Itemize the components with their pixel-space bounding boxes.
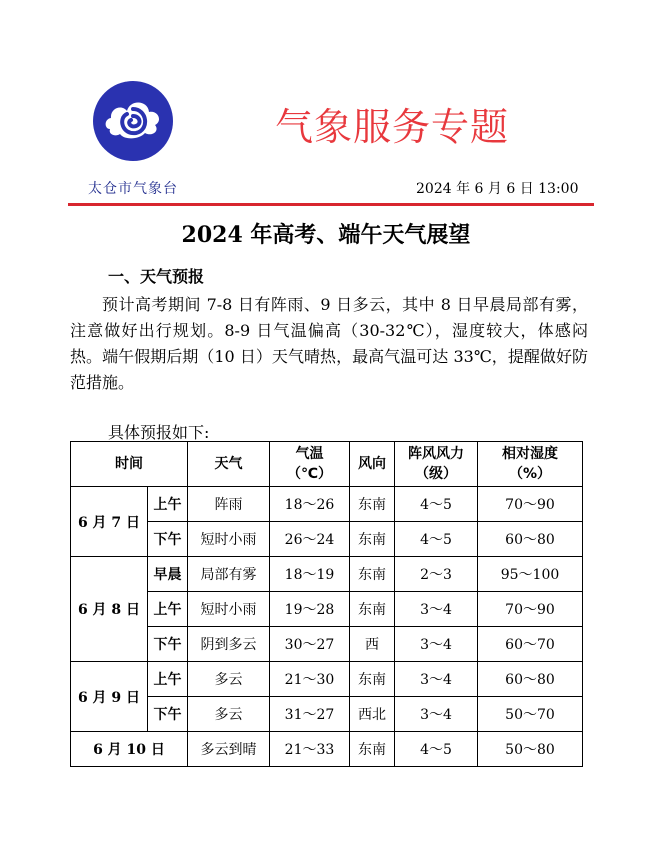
header-rule [68, 203, 594, 206]
temp-cell: 18～26 [270, 487, 350, 522]
period-cell: 上午 [148, 662, 188, 697]
humidity-cell: 50～80 [478, 732, 583, 767]
wind-dir-cell: 东南 [350, 662, 395, 697]
date-cell: 6 月 10 日 [71, 732, 188, 767]
weather-cell: 短时小雨 [188, 522, 270, 557]
date-cell: 6 月 8 日 [71, 557, 148, 662]
table-lead: 具体预报如下: [108, 423, 210, 442]
table-row [71, 522, 583, 557]
wind-force-cell: 3～4 [395, 627, 478, 662]
wind-force-cell: 3～4 [395, 662, 478, 697]
wind-dir-cell: 东南 [350, 557, 395, 592]
wind-force-cell: 4～5 [395, 522, 478, 557]
document-title: 2024 年高考、端午天气展望 [181, 222, 471, 248]
forecast-table [70, 441, 583, 767]
period-cell: 下午 [148, 522, 188, 557]
date-cell: 6 月 9 日 [71, 662, 148, 732]
weather-cell: 阴到多云 [188, 627, 270, 662]
humidity-cell: 50～70 [478, 697, 583, 732]
wind-dir-cell: 西北 [350, 697, 395, 732]
header-temp: 气温 （℃） [270, 442, 350, 487]
header-humidity: 相对湿度 （%） [478, 442, 583, 487]
table-row [71, 697, 583, 732]
temp-cell: 26～24 [270, 522, 350, 557]
temp-cell: 31～27 [270, 697, 350, 732]
table-row [71, 487, 583, 522]
humidity-cell: 60～70 [478, 627, 583, 662]
wind-dir-cell: 东南 [350, 487, 395, 522]
header-weather: 天气 [188, 442, 270, 487]
humidity-cell: 70～90 [478, 592, 583, 627]
wind-force-cell: 2～3 [395, 557, 478, 592]
date-cell: 6 月 7 日 [71, 487, 148, 557]
table-header-row [71, 442, 583, 487]
period-cell: 下午 [148, 697, 188, 732]
period-cell: 上午 [148, 592, 188, 627]
temp-cell: 21～30 [270, 662, 350, 697]
weather-cell: 多云 [188, 697, 270, 732]
weather-cell: 多云到晴 [188, 732, 270, 767]
wind-force-cell: 4～5 [395, 732, 478, 767]
period-cell: 下午 [148, 627, 188, 662]
service-title: 气象服务专题 [275, 105, 510, 149]
wind-force-cell: 4～5 [395, 487, 478, 522]
table-row [71, 662, 583, 697]
table-row [71, 592, 583, 627]
temp-cell: 18～19 [270, 557, 350, 592]
wind-dir-cell: 东南 [350, 592, 395, 627]
header-wind-dir: 风向 [350, 442, 395, 487]
issue-datetime: 2024 年 6 月 6 日 13:00 [416, 181, 579, 197]
weather-cell: 短时小雨 [188, 592, 270, 627]
weather-cell: 多云 [188, 662, 270, 697]
weather-cell: 阵雨 [188, 487, 270, 522]
humidity-cell: 60～80 [478, 662, 583, 697]
wind-force-cell: 3～4 [395, 592, 478, 627]
temp-cell: 19～28 [270, 592, 350, 627]
period-cell: 早晨 [148, 557, 188, 592]
humidity-cell: 60～80 [478, 522, 583, 557]
humidity-cell: 95～100 [478, 557, 583, 592]
table-row [71, 557, 583, 592]
wind-dir-cell: 东南 [350, 732, 395, 767]
humidity-cell: 70～90 [478, 487, 583, 522]
weather-cell: 局部有雾 [188, 557, 270, 592]
issuing-org: 太仓市气象台 [88, 181, 178, 197]
wind-force-cell: 3～4 [395, 697, 478, 732]
wind-dir-cell: 东南 [350, 522, 395, 557]
temp-cell: 21～33 [270, 732, 350, 767]
cma-cloud-logo-icon [92, 80, 174, 162]
temp-cell: 30～27 [270, 627, 350, 662]
table-row [71, 627, 583, 662]
period-cell: 上午 [148, 487, 188, 522]
section-heading: 一、天气预报 [108, 267, 205, 286]
forecast-paragraph: 预计高考期间 7-8 日有阵雨、9 日多云，其中 8 日早晨局部有雾，注意做好出行规划。8-9 日气温偏高（30-32℃），湿度较大，体感闷热。端午假期后期（10 日）天气晴热，最高气温可达 33℃，提醒做好防范措施。 [70, 295, 588, 392]
wind-dir-cell: 西 [350, 627, 395, 662]
table-row [71, 732, 583, 767]
header-time: 时间 [71, 442, 188, 487]
header-wind-force: 阵风风力 （级） [395, 442, 478, 487]
